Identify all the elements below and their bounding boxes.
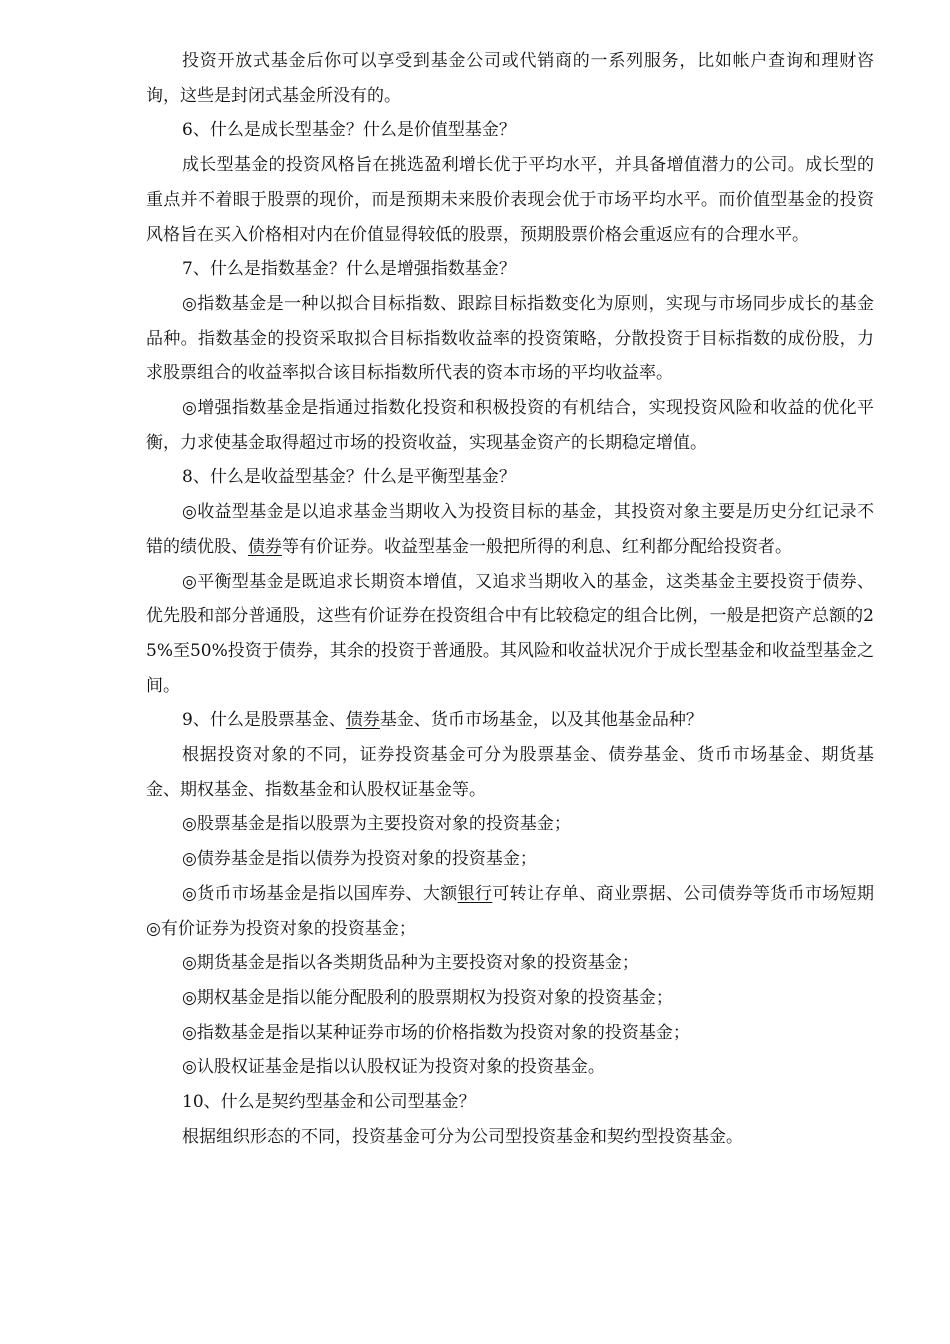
text-segment: ◎平衡型基金是既追求长期资本增值，又追求当期收入的基金，这类基金主要投资于债券、优先股和部分普通股，这些有价证券在投资组合中有比较稳定的组合比例，一般是把资产总额的25%至50%投资于债券，其余的投资于普通股。其风险和收益状况介于成长型基金和收益型基金之间。 xyxy=(146,571,874,696)
paragraph-money-market-fund xyxy=(146,877,874,946)
text-segment: ◎期权基金是指以能分配股利的股票期权为投资对象的投资基金； xyxy=(182,987,673,1008)
text-segment: ◎股票基金是指以股票为主要投资对象的投资基金； xyxy=(182,814,571,835)
paragraph-options-fund xyxy=(146,981,874,1016)
section-heading-7 xyxy=(146,252,874,287)
text-segment: 根据投资对象的不同，证券投资基金可分为股票基金、债券基金、货币市场基金、期货基金、期权基金、指数基金和认股权证基金等。 xyxy=(146,745,874,800)
heading-text: 9、什么是股票基金、 xyxy=(182,710,346,731)
paragraph-fund-types xyxy=(146,738,874,807)
text-segment: 投资开放式基金后你可以享受到基金公司或代销商的一系列服务，比如帐户查询和理财咨询，这些是封闭式基金所没有的。 xyxy=(146,51,874,106)
section-heading-8 xyxy=(146,460,874,495)
section-heading-9 xyxy=(146,703,874,738)
paragraph-enhanced-index-fund xyxy=(146,391,874,460)
paragraph-futures-fund xyxy=(146,946,874,981)
paragraph-warrant-fund xyxy=(146,1050,874,1085)
bond-link[interactable]: 债券 xyxy=(248,536,282,557)
heading-text: 7、什么是指数基金？什么是增强指数基金？ xyxy=(182,259,516,280)
text-segment: ◎债券基金是指以债券为投资对象的投资基金； xyxy=(182,849,537,870)
document-body xyxy=(146,44,874,1155)
heading-text: 基金、货币市场基金，以及其他基金品种？ xyxy=(379,710,703,731)
text-segment: 等有价证券。收益型基金一般把所得的利息、红利都分配给投资者。 xyxy=(282,536,792,557)
paragraph-index-fund xyxy=(146,287,874,391)
paragraph-growth-value xyxy=(146,148,874,252)
paragraph-bond-fund xyxy=(146,842,874,877)
text-segment: ◎指数基金是指以某种证券市场的价格指数为投资对象的投资基金； xyxy=(182,1022,690,1043)
paragraph-stock-fund xyxy=(146,807,874,842)
paragraph-balanced-fund xyxy=(146,565,874,704)
heading-text: 6、什么是成长型基金？什么是价值型基金？ xyxy=(182,120,516,141)
text-segment: ◎期货基金是指以各类期货品种为主要投资对象的投资基金； xyxy=(182,953,639,974)
text-segment: 成长型基金的投资风格旨在挑选盈利增长优于平均水平，并具备增值潜力的公司。成长型的重点并不着眼于股票的现价，而是预期未来股价表现会优于市场平均水平。而价值型基金的投资风格旨在买入价格相对内在价值显得较低的股票，预期股票价格会重返应有的合理水平。 xyxy=(146,155,874,245)
paragraph-index-fund-def xyxy=(146,1016,874,1051)
text-segment: ◎收益型基金是以追求基金当期收入为投资目标的基金，其投资对象主要是历史分红记录不错的绩优股、 xyxy=(146,502,874,557)
section-heading-10 xyxy=(146,1085,874,1120)
heading-text: 8、什么是收益型基金？什么是平衡型基金？ xyxy=(182,467,516,488)
text-segment: 根据组织形态的不同，投资基金可分为公司型投资基金和契约型投资基金。 xyxy=(182,1126,743,1147)
section-heading-6 xyxy=(146,113,874,148)
text-segment: ◎认股权证基金是指以认股权证为投资对象的投资基金。 xyxy=(182,1057,605,1078)
paragraph-income-fund xyxy=(146,495,874,564)
text-segment: ◎增强指数基金是指通过指数化投资和积极投资的有机结合，实现投资风险和收益的优化平衡，力求使基金取得超过市场的投资收益，实现基金资产的长期稳定增值。 xyxy=(146,398,874,453)
paragraph-organization-form xyxy=(146,1120,874,1155)
heading-text: 10、什么是契约型基金和公司型基金？ xyxy=(182,1092,476,1113)
text-segment: ◎货币市场基金是指以国库券、大额 xyxy=(182,883,458,904)
text-segment: 可转让存单、商业票据、公司债券等货币市场短期◎有价证券为投资对象的投资基金； xyxy=(146,883,874,939)
bond-link[interactable]: 债券 xyxy=(345,710,380,731)
text-segment: ◎指数基金是一种以拟合目标指数、跟踪目标指数变化为原则，实现与市场同步成长的基金品种。指数基金的投资采取拟合目标指数收益率的投资策略，分散投资于目标指数的成份股，力求股票组合的收益率拟合该目标指数所代表的资本市场的平均收益率。 xyxy=(146,293,874,384)
bank-link[interactable]: 银行 xyxy=(457,883,493,904)
paragraph-1 xyxy=(146,44,874,113)
